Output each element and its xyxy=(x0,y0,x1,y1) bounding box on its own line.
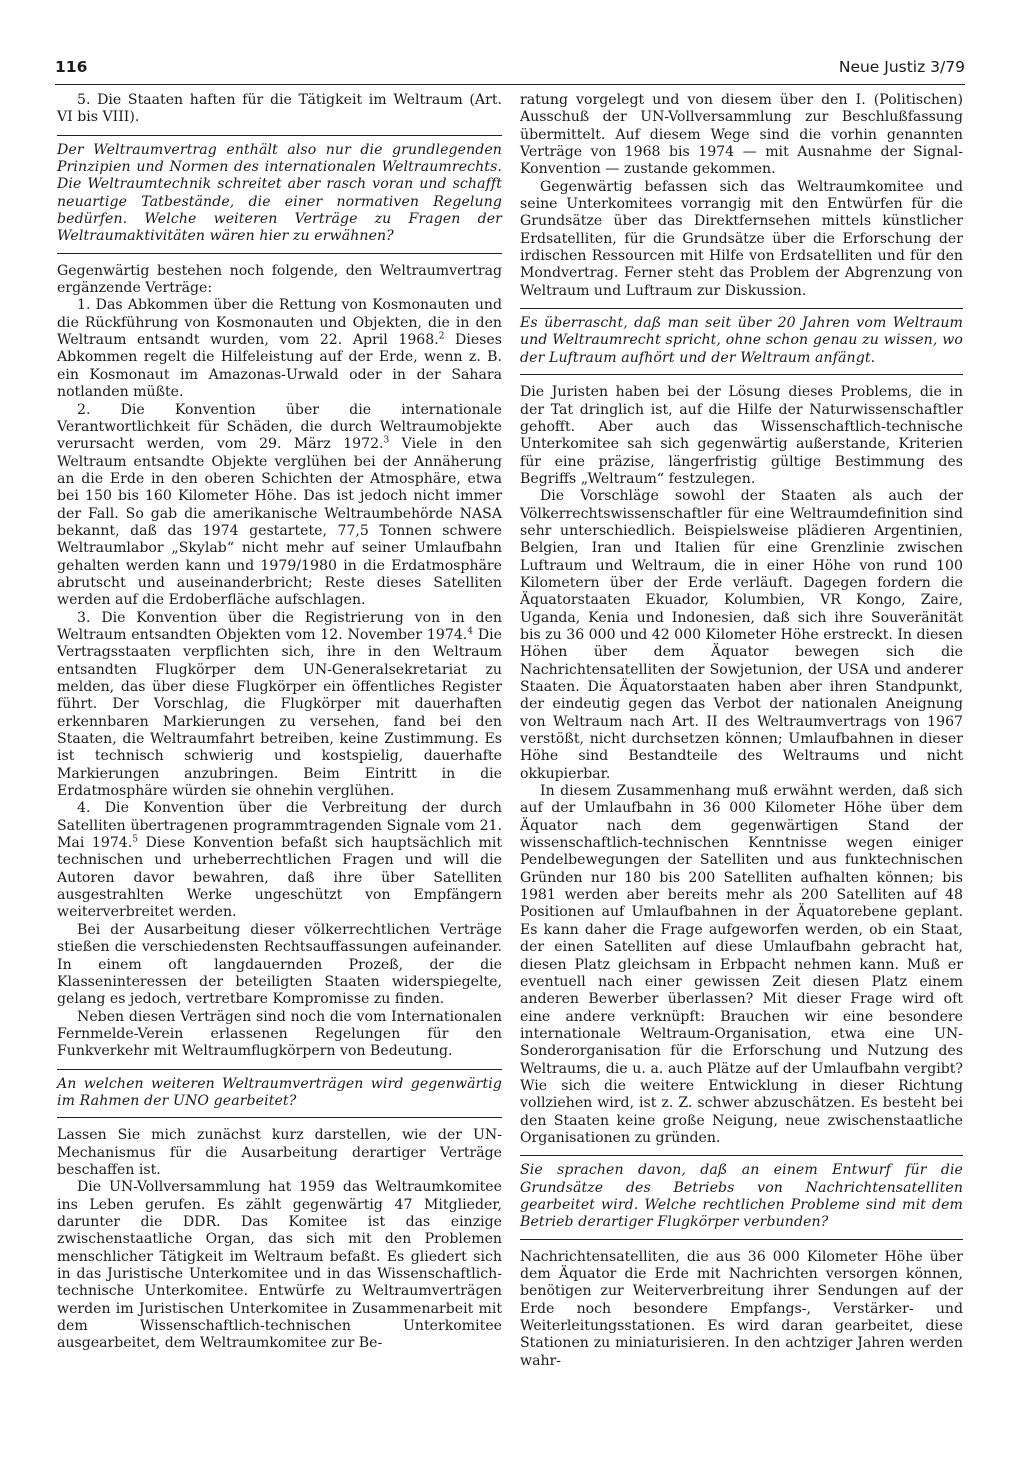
paragraph xyxy=(57,402,502,610)
page-header xyxy=(55,56,965,85)
paragraph: Neben diesen Verträgen sind noch die vom Internationalen Fernmelde-Verein erlassenen Regelungen für den Funkverkehr mit Weltraumflugkörpern von Bedeutung. xyxy=(57,1008,502,1060)
footnote-ref: 4 xyxy=(467,626,474,637)
paragraph-text: Die Vertragsstaaten verpflichten sich, ihre in den Weltraum entsandten Flugkörper dem UN-Generalsekretariat zu melden, das über diese Flugkörper ein öffentliches Register führt. Der Vorschlag, die Flugkörper mit dauerhaften erkennbaren Markierungen zu versehen, fand bei den Staaten, die Weltraumfahrt betreiben, keine Zustimmung. Es ist technisch schwierig und kostspielig, dauerhafte Markierungen anzubringen. Beim Eintritt in die Erdatmosphäre würden sie ohnehin verglühen. xyxy=(57,626,502,800)
paragraph xyxy=(57,297,502,401)
paragraph: Die Juristen haben bei der Lösung dieses Problems, die in der Tat dringlich ist, auf die Hilfe der Naturwissenschaftler gehofft. Aber auch das Wissenschaftlich-technische Unterkomitee sah sich gegenwärtig außerstande, Kriterien für eine präzise, längerfristig gültige Bestimmung des Begriffs „Weltraum“ festzulegen. xyxy=(520,384,963,487)
paragraph: Gegenwärtig befassen sich das Weltraumkomitee und seine Unterkomitees vorrangig mit den Entwürfen für die Grundsätze über das Direktfernsehen mittels künstlicher Erdsatelliten, für die Grundsätze über die Erforschung der irdischen Ressourcen mit Hilfe von Erdsatelliten und für den Mondvertrag. Ferner steht das Problem der Abgrenzung von Weltraum und Luftraum zur Diskussion. xyxy=(520,178,963,299)
page-number: 116 xyxy=(55,58,88,76)
paragraph-text: Viele in den Weltraum entsandte Objekte verglühen bei der Annäherung an die Erde in den oberen Schichten der Atmosphäre, etwa bei 150 bis 160 Kilometer Höhe. Das ist jedoch nicht immer der Fall. So gab die amerikanische Weltraumbehörde NASA bekannt, daß das 1974 gestartete, 77,5 Tonnen schwere Weltraumlabor „Skylab“ nicht mehr auf seiner Umlaufbahn gehalten werden kann und 1979/1980 in die Erdatmosphäre abrutscht und auseinanderbricht; Reste dieses Satelliten werden auf die Erdoberfläche aufschlagen. xyxy=(57,436,503,609)
paragraph-text: Dieses Abkommen regelt die Hilfeleistung auf der Erde, wenn z. B. ein Kosmonaut im Amazonas-Urwald oder in der Sahara notlanden müßte. xyxy=(57,332,502,401)
footnote-ref: 2 xyxy=(438,331,445,342)
paragraph: ratung vorgelegt und von diesem über den I. (Politischen) Ausschuß der UN-Vollversammlung zur Beschlußfassung übermittelt. Auf diesem Wege sind die vorhin genannten Verträge von 1968 bis 1974 — mit Ausnahme der Signal-Konvention — zustande gekommen. xyxy=(520,92,963,178)
paragraph-text: 4. Die Konvention über die Verbreitung der durch Satelliten übertragenen programmtragenden Signale vom 21. Mai 1974. xyxy=(57,800,502,852)
paragraph: In diesem Zusammenhang muß erwähnt werden, daß sich auf der Umlaufbahn in 36 000 Kilometer Höhe über dem Äquator nach dem gegenwärtigen Stand der wissenschaftlich-technischen Kenntnisse wegen einiger Pendelbewegungen der Satelliten und aus funktechnischen Gründen nur 180 bis 200 Satelliten aufhalten können; bis 1981 werden aber bereits mehr als 200 Satelliten auf 48 Positionen auf Umlaufbahnen in der Äquatorebene geplant. Es kann daher die Frage aufgeworfen werden, ob ein Staat, der einen Satelliten auf diese Umlaufbahn gebracht hat, diesen Platz gleichsam in Erbpacht nehmen kann. Muß er eventuell nach einer gewissen Zeit diesen Platz einem anderen Bewerber überlassen? Mit dieser Frage wird oft eine andere verknüpft: Brauchen wir eine besondere internationale Weltraum-Organisation, etwa eine UN-Sonderorganisation für die Erforschung und Nutzung des Weltraums, die u. a. auch Plätze auf der Umlaufbahn vergibt? Wie sich die weitere Entwicklung in dieser Richtung vollziehen wird, ist z. Z. schwer abzuschätzen. Es besteht bei den Staaten keine große Neigung, neue zwischenstaatliche Organisationen zu gründen. xyxy=(520,783,963,1146)
paragraph-text: 2. Die Konvention über die internationale Verantwortlichkeit für Schäden, die durch Weltraumobjekte verursacht werden, vom 29. März 1972. xyxy=(57,401,502,453)
paragraph xyxy=(57,610,502,801)
footnote-ref: 5 xyxy=(132,834,138,845)
paragraph: Gegenwärtig bestehen noch folgende, den Weltraumvertrag ergänzende Verträge: xyxy=(57,262,502,297)
paragraph-text: Diese Konvention befaßt sich hauptsächlich mit technischen und urheberrechtlichen Fragen und will die Autoren davor bewahren, daß ihre über Satelliten ausgestrahlten Werke ungeschützt von Empfängern weiterverbreitet werden. xyxy=(57,835,502,921)
paragraph: Die UN-Vollversammlung hat 1959 das Weltraumkomitee ins Leben gerufen. Es zählt gegenwärtig 47 Mitglieder, darunter die DDR. Das Komitee ist das einzige zwischenstaatliche Organ, das sich mit den Problemen menschlicher Tätigkeit im Weltraum befaßt. Es gliedert sich in das Juristische Unterkomitee und in das Wissenschaftlich-technische Unterkomitee. Entwürfe zu Weltraumverträgen werden im Juristischen Unterkomitee in Zusammenarbeit mit dem Wissenschaftlich-technischen Unterkomitee ausgearbeitet, dem Weltraumkomitee zur Be- xyxy=(57,1179,502,1352)
paragraph-text: 1. Das Abkommen über die Rettung von Kosmonauten und die Rückführung von Kosmonauten und Objekten, die in den Weltraum entsandt wurden, vom 22. April 1968. xyxy=(57,297,502,349)
interview-question: Es überrascht, daß man seit über 20 Jahren vom Weltraum und Weltraumrecht spricht, ohne schon genau zu wissen, wo der Luftraum aufhört und der Weltraum anfängt. xyxy=(520,308,963,375)
paragraph: Nachrichtensatelliten, die aus 36 000 Kilometer Höhe über dem Äquator die Erde mit Nachrichten versorgen können, benötigen zur Weiterverbreitung ihrer Sendungen auf der Erde noch besondere Empfangs-, Verstärker- und Weiterleitungsstationen. Es wird daran gearbeitet, diese Stationen zu miniaturisieren. In den achtziger Jahren werden wahr- xyxy=(520,1248,963,1369)
paragraph: Bei der Ausarbeitung dieser völkerrechtlichen Verträge stießen die verschiedensten Rechtsauffassungen aufeinander. In einem oft langdauernden Prozeß, der die Klasseninteressen der beteiligten Staaten widerspiegelte, gelang es jedoch, vertretbare Kompromisse zu finden. xyxy=(57,921,502,1008)
journal-issue: Neue Justiz 3/79 xyxy=(838,58,965,76)
interview-question: An welchen weiteren Weltraumverträgen wird gegenwärtig im Rahmen der UNO gearbeitet? xyxy=(57,1069,502,1119)
paragraph-text: 3. Die Konvention über die Registrierung von in den Weltraum entsandten Objekten vom 12. November 1974. xyxy=(57,609,502,643)
left-column xyxy=(57,92,502,1353)
paragraph: Die Vorschläge sowohl der Staaten als auch der Völkerrechtswissenschaftler für eine Weltraumdefinition sind sehr unterschiedlich. Beispielsweise plädieren Argentinien, Belgien, Iran und Italien für eine Grenzlinie zwischen Luftraum und Weltraum, die in einer Höhe von rund 100 Kilometern über der Erde verläuft. Dagegen fordern die Äquatorstaaten Ekuador, Kolumbien, VR Kongo, Zaire, Uganda, Kenia und Indonesien, daß sich ihre Souveränität bis zu 36 000 und 42 000 Kilometer Höhe erstreckt. In diesen Höhen über dem Äquator bewegen sich die Nachrichtensatelliten der Sowjetunion, der USA und anderer Staaten. Die Äquatorstaaten haben aber ihren Standpunkt, der eindeutig gegen das Verbot der nationalen Aneignung von Weltraum nach Art. II des Weltraumvertrags von 1967 verstößt, nicht durchsetzen können; Umlaufbahnen in dieser Höhe sind Bestandteile des Weltraums und nicht okkupierbar. xyxy=(520,488,963,782)
interview-question: Der Weltraumvertrag enthält also nur die grundlegenden Prinzipien und Normen des internationalen Weltraumrechts. Die Weltraumtechnik schreitet aber rasch voran und schafft neuartige Tatbestände, die einer normativen Regelung bedürfen. Welche weiteren Verträge zu Fragen der Weltraumaktivitäten wären hier zu erwähnen? xyxy=(57,135,502,254)
interview-question: Sie sprachen davon, daß an einem Entwurf für die Grundsätze des Betriebs von Nachrichtensatelliten gearbeitet wird. Welche rechtlichen Probleme sind mit dem Betrieb derartiger Flugkörper verbunden? xyxy=(520,1155,963,1239)
footnote-ref: 3 xyxy=(383,435,390,446)
paragraph: Lassen Sie mich zunächst kurz darstellen, wie der UN-Mechanismus für die Ausarbeitung derartiger Verträge beschaffen ist. xyxy=(57,1127,502,1178)
paragraph xyxy=(57,800,502,921)
paragraph: 5. Die Staaten haften für die Tätigkeit im Weltraum (Art. VI bis VIII). xyxy=(57,92,502,126)
right-column xyxy=(520,92,963,1370)
